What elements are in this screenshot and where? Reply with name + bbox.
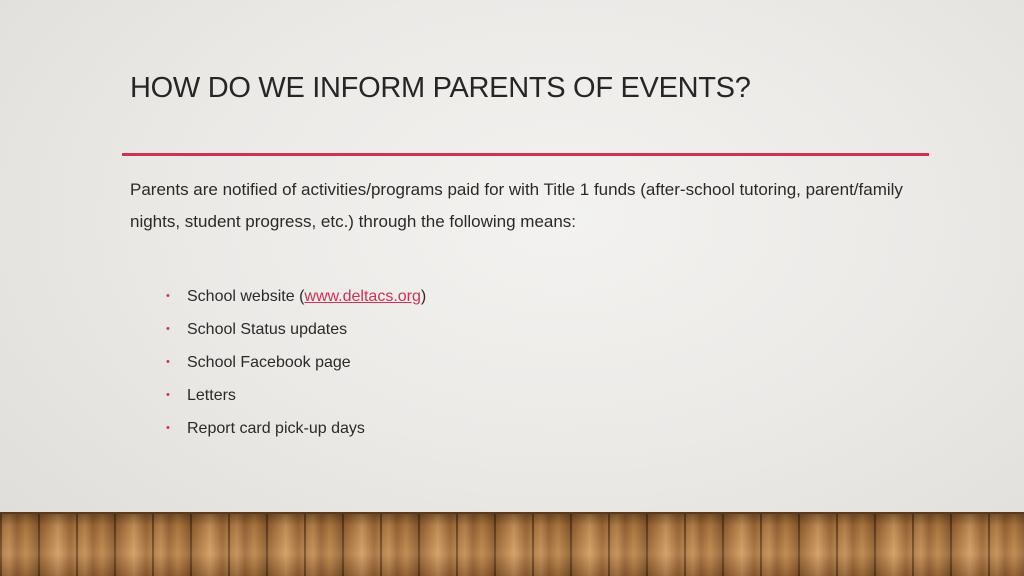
list-item-text: School Facebook page: [187, 354, 351, 371]
bullet-icon: •: [166, 323, 170, 335]
list-item-suffix: ): [420, 288, 427, 305]
bullet-icon: •: [166, 290, 170, 302]
list-item-text: Letters: [187, 387, 236, 404]
bullet-icon: •: [166, 389, 170, 401]
list-item: [166, 412, 426, 445]
list-item: [166, 346, 426, 379]
list-item: [166, 280, 426, 313]
school-website-link[interactable]: www.deltacs.org: [304, 288, 421, 305]
list-item: [166, 313, 426, 346]
bullet-icon: •: [166, 356, 170, 368]
list-item-prefix: School website (: [187, 288, 305, 305]
bullet-icon: •: [166, 422, 170, 434]
slide-title: HOW DO WE INFORM PARENTS OF EVENTS?: [130, 72, 751, 104]
list-item-text: School Status updates: [187, 321, 348, 338]
list-item: [166, 379, 426, 412]
list-item-text: Report card pick-up days: [187, 420, 365, 437]
means-list: [166, 280, 426, 445]
intro-paragraph: Parents are notified of activities/programs paid for with Title 1 funds (after-school tutoring, parent/family nights, student progress, etc.) through the following means:: [130, 180, 903, 231]
title-divider: [122, 153, 929, 156]
floor-shading: [0, 514, 1024, 576]
